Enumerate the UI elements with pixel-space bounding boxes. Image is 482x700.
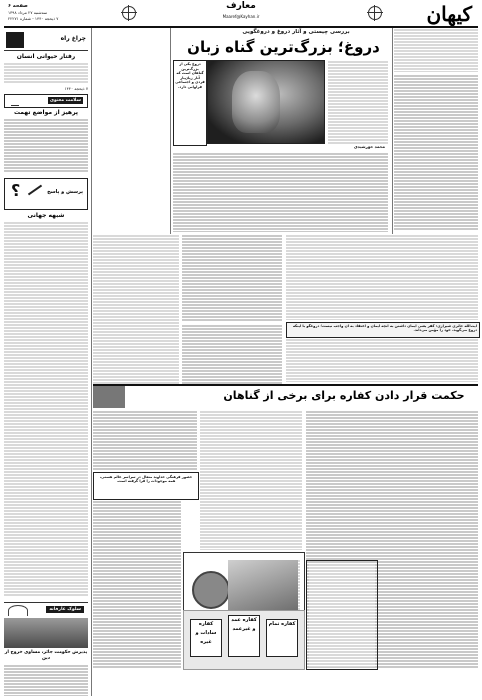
qa-text xyxy=(4,221,88,597)
lamp-date: ۷ ذیحجه ۱۴۴۰ xyxy=(64,86,88,91)
article-title: دروغ؛ بزرگ‌ترین گناه زبان xyxy=(187,38,380,56)
qa-heading: شبهه جهانی xyxy=(27,212,65,219)
lower-mid-text xyxy=(182,324,282,384)
emblem-icon xyxy=(192,571,230,609)
wheat-photo xyxy=(228,560,298,610)
logo: کیهان xyxy=(426,2,472,26)
masthead xyxy=(0,0,482,28)
promo-text: حضور فرهنگی خداوند متعال در سراسر عالم هستی، همه موجودات را فرا گرفته است. xyxy=(99,475,193,484)
article-kicker: بررسی چیستی و آثار دروغ و دروغگویی xyxy=(242,29,350,35)
second-article-text-mid xyxy=(200,410,302,550)
note-box xyxy=(306,560,378,670)
mid-col-text-right xyxy=(286,234,478,320)
article-body xyxy=(173,152,388,232)
sign-card-1: کفاره تمام xyxy=(266,619,298,657)
compass-icon xyxy=(122,6,136,20)
main-article xyxy=(171,28,391,234)
column-text xyxy=(394,74,478,230)
lamp-heading: رفتار حیوانی انسان xyxy=(16,53,76,60)
wisdom-photo xyxy=(4,618,88,648)
article-body-right xyxy=(328,60,388,144)
wisdom-text xyxy=(4,664,88,696)
section-email: Maaref@Kayhan.ir xyxy=(222,14,260,19)
article-byline: محمد خورشیدی xyxy=(354,144,385,149)
date-line-1: سه‌شنبه ۲۷ مرداد ۱۳۹۸ xyxy=(8,10,48,15)
lamp-title: چراغ راه xyxy=(60,35,86,42)
author-photo xyxy=(93,386,125,408)
pull-quote-text: دروغ یکی از بزرگ‌ترین گناهان است که آثار زیان‌بار فردی و اجتماعی فراوانی دارد. xyxy=(175,62,205,89)
lamp-icon xyxy=(6,32,24,48)
compass-icon xyxy=(368,6,382,20)
lamp-text xyxy=(4,62,88,84)
sign-card-2: کفاره عمد و غیرعمد xyxy=(228,615,260,657)
pen-icon xyxy=(28,185,42,196)
lower-right-text xyxy=(286,338,478,382)
section-title: معارف xyxy=(226,1,256,11)
wisdom-header xyxy=(4,602,88,617)
rights-heading: پرهیز از مواضع تهمت xyxy=(13,109,79,116)
hands-icon xyxy=(8,605,28,616)
second-article-text-left xyxy=(93,410,197,470)
bottom-left-text xyxy=(93,500,181,668)
sidebar xyxy=(2,28,90,700)
intro-text xyxy=(394,28,478,72)
rights-box xyxy=(4,94,88,108)
question-mark-icon: ؟ xyxy=(11,181,21,200)
sign-card-3: کفاره سادات و غیره xyxy=(190,619,222,657)
lamp-box xyxy=(4,30,88,51)
page-label: صفحه ۶ xyxy=(8,3,28,9)
highlight-strip xyxy=(286,322,480,338)
qa-title: پرسش و پاسخ xyxy=(47,189,83,195)
photo-figure xyxy=(232,71,280,133)
signs-illustration xyxy=(183,610,305,670)
rights-text xyxy=(4,118,88,172)
article-photo xyxy=(207,60,325,144)
rights-title: سلامت معنوی xyxy=(49,98,81,103)
date-line-2: ۷ ذیحجه ۱۴۴۰ - شماره ۲۲۲۷۱ xyxy=(8,16,59,21)
highlight-text: آیت‌الله حائری شیرازی: کفر یعنی ایمان داشتن به آنچه ایمان و اعتقاد به آن واجب نیست؛ دروغگو با اینکه دروغ می‌گوید، خود را مؤمن می‌داند. xyxy=(292,324,477,333)
mid-col-text-center xyxy=(182,234,282,322)
wisdom-heading: پذیرش حکومت جائر، مساوی خروج از دین xyxy=(4,650,88,661)
second-article-header xyxy=(93,386,478,408)
pull-quote xyxy=(173,60,207,146)
wisdom-title: سلوک عارفانه xyxy=(46,606,84,613)
note-text xyxy=(309,563,375,667)
scales-icon xyxy=(11,97,19,106)
qa-box xyxy=(4,178,88,210)
promo-box xyxy=(93,472,199,500)
second-article-title: حکمت قرار دادن کفاره برای برخی از گناهان xyxy=(223,389,465,402)
mid-col-text-left xyxy=(93,234,179,384)
